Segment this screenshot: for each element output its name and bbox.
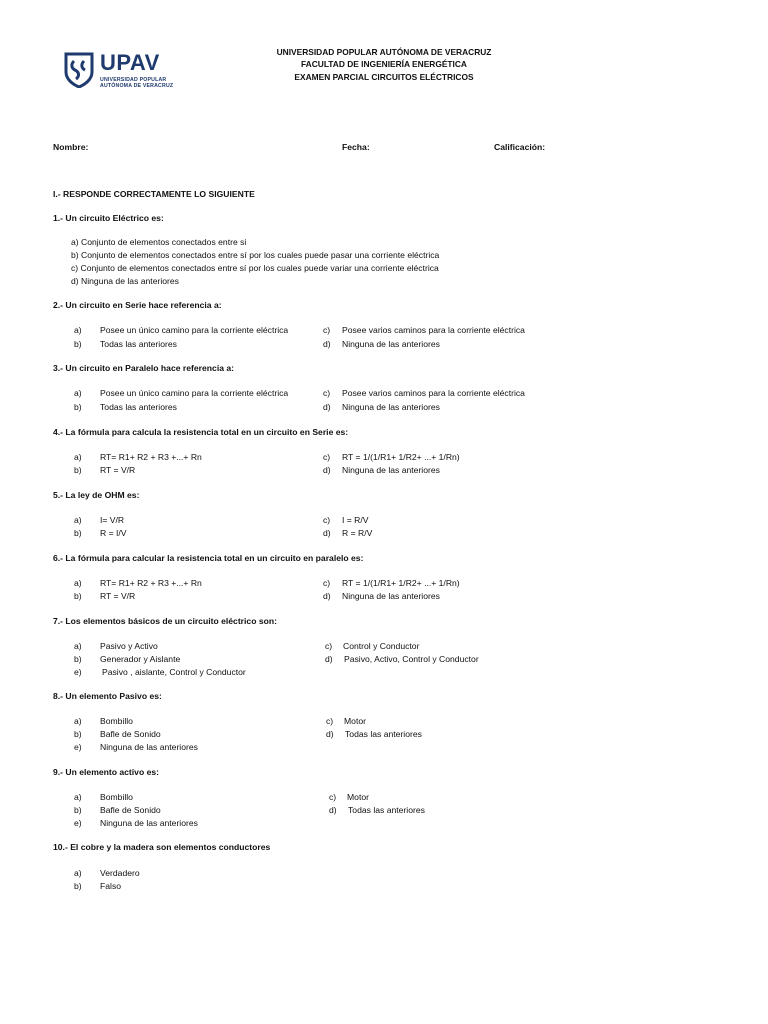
- q5-option-a: [74, 515, 124, 525]
- date-field-label: Fecha:: [342, 142, 370, 152]
- option-letter: d): [325, 654, 333, 664]
- q3-option-c: [323, 388, 525, 398]
- option-text: Todas las anteriores: [348, 805, 425, 815]
- university-logo: [52, 36, 180, 100]
- option-text: I= V/R: [100, 515, 125, 525]
- option-letter: d): [323, 339, 331, 349]
- q2-option-b: [74, 339, 177, 349]
- option-text: Ninguna de las anteriores: [100, 818, 198, 828]
- q9-option-c: [329, 792, 369, 802]
- option-letter: d): [323, 528, 331, 538]
- question-7-title: 7.- Los elementos básicos de un circuito eléctrico son:: [53, 616, 277, 626]
- q5-option-d: [323, 528, 372, 538]
- question-8-title: 8.- Un elemento Pasivo es:: [53, 691, 162, 701]
- q8-option-d: [326, 729, 422, 739]
- q3-option-a: [74, 388, 288, 398]
- option-text: Ninguna de las anteriores: [342, 591, 440, 601]
- q7-option-e: [74, 667, 246, 677]
- option-text: Ninguna de las anteriores: [342, 402, 440, 412]
- option-letter: b): [74, 465, 82, 475]
- option-text: Verdadero: [100, 868, 140, 878]
- option-text: Control y Conductor: [343, 641, 420, 651]
- option-letter: d): [323, 591, 331, 601]
- q5-option-b: [74, 528, 127, 538]
- option-letter: a): [74, 792, 82, 802]
- section-title: I.- RESPONDE CORRECTAMENTE LO SIGUIENTE: [53, 189, 255, 199]
- option-text: Bombillo: [100, 792, 133, 802]
- q10-option-a: [74, 868, 140, 878]
- option-letter: a): [74, 388, 82, 398]
- q10-option-b: [74, 881, 121, 891]
- question-1-title: 1.- Un circuito Eléctrico es:: [53, 213, 164, 223]
- option-letter: c): [323, 515, 331, 525]
- option-text: RT= R1+ R2 + R3 +...+ Rn: [100, 578, 202, 588]
- option-text: Pasivo y Activo: [100, 641, 158, 651]
- option-letter: b): [74, 339, 82, 349]
- option-letter: c): [323, 325, 331, 335]
- option-letter: d): [323, 402, 331, 412]
- header-exam: EXAMEN PARCIAL CIRCUITOS ELÉCTRICOS: [294, 72, 474, 82]
- option-letter: c): [325, 641, 333, 651]
- q7-option-a: [74, 641, 158, 651]
- q8-option-b: [74, 729, 161, 739]
- q1-option-b: b) Conjunto de elementos conectados entre sí por los cuales puede pasar una corriente eléctrica: [71, 250, 440, 260]
- q9-option-e: [74, 818, 198, 828]
- q4-option-c: [323, 452, 460, 462]
- option-text: Generador y Aislante: [100, 654, 181, 664]
- q3-option-b: [74, 402, 177, 412]
- option-text: I = R/V: [342, 515, 369, 525]
- q5-option-c: [323, 515, 369, 525]
- q4-option-d: [323, 465, 440, 475]
- q6-option-b: [74, 591, 135, 601]
- q2-option-c: [323, 325, 525, 335]
- logo-subtitle-1: UNIVERSIDAD POPULAR: [100, 77, 167, 83]
- option-text: Todas las anteriores: [100, 339, 177, 349]
- option-letter: a): [74, 325, 82, 335]
- grade-field-label: Calificación:: [494, 142, 546, 152]
- q8-option-e: [74, 742, 198, 752]
- option-text: Posee un único camino para la corriente eléctrica: [100, 388, 289, 398]
- question-2-title: 2.- Un circuito en Serie hace referencia a:: [53, 300, 222, 310]
- option-text: RT = 1/(1/R1+ 1/R2+ ...+ 1/Rn): [342, 452, 460, 462]
- option-letter: b): [74, 591, 82, 601]
- logo-subtitle-2: AUTÓNOMA DE VERACRUZ: [100, 83, 174, 89]
- option-text: Ninguna de las anteriores: [100, 742, 198, 752]
- header-university: UNIVERSIDAD POPULAR AUTÓNOMA DE VERACRUZ: [276, 47, 492, 57]
- option-text: Ninguna de las anteriores: [342, 339, 440, 349]
- q4-option-a: [74, 452, 202, 462]
- shield-icon: [64, 52, 94, 88]
- q7-option-b: [74, 654, 180, 664]
- q9-option-a: [74, 792, 133, 802]
- option-text: Motor: [347, 792, 369, 802]
- q1-option-d: d) Ninguna de las anteriores: [71, 276, 179, 286]
- option-letter: a): [74, 452, 82, 462]
- option-text: RT= R1+ R2 + R3 +...+ Rn: [100, 452, 202, 462]
- option-letter: e): [74, 818, 82, 828]
- option-text: Posee varios caminos para la corriente eléctrica: [342, 388, 525, 398]
- option-letter: c): [329, 792, 337, 802]
- option-text: Posee varios caminos para la corriente eléctrica: [342, 325, 525, 335]
- option-text: RT = V/R: [100, 591, 136, 601]
- option-text: Todas las anteriores: [345, 729, 422, 739]
- option-text: Ninguna de las anteriores: [342, 465, 440, 475]
- option-letter: a): [74, 578, 82, 588]
- question-6-title: 6.- La fórmula para calcular la resistencia total en un circuito en paralelo es:: [53, 553, 364, 563]
- q7-option-c: [325, 641, 419, 651]
- question-4-title: 4.- La fórmula para calcula la resistencia total en un circuito en Serie es:: [53, 427, 349, 437]
- q1-option-a: a) Conjunto de elementos conectados entre si: [71, 237, 247, 247]
- option-text: RT = V/R: [100, 465, 136, 475]
- option-text: Motor: [344, 716, 366, 726]
- q6-option-c: [323, 578, 460, 588]
- option-text: Bafle de Sonido: [100, 805, 161, 815]
- option-letter: e): [74, 742, 82, 752]
- q2-option-a: [74, 325, 288, 335]
- option-letter: a): [74, 641, 82, 651]
- option-letter: c): [323, 452, 331, 462]
- question-3-title: 3.- Un circuito en Paralelo hace referencia a:: [53, 363, 235, 373]
- q9-option-b: [74, 805, 161, 815]
- option-letter: a): [74, 515, 82, 525]
- option-text: Todas las anteriores: [100, 402, 177, 412]
- q1-option-c: c) Conjunto de elementos conectados entre sí por los cuales puede variar una corriente eléctrica: [71, 263, 439, 273]
- question-9-title: 9.- Un elemento activo es:: [53, 767, 160, 777]
- option-letter: b): [74, 402, 82, 412]
- option-text: Pasivo, Activo, Control y Conductor: [344, 654, 479, 664]
- question-10-title: 10.- El cobre y la madera son elementos conductores: [53, 842, 271, 852]
- name-field-label: Nombre:: [53, 142, 89, 152]
- option-letter: e): [74, 667, 82, 677]
- option-letter: b): [74, 881, 82, 891]
- option-letter: a): [74, 716, 82, 726]
- option-text: R = I/V: [100, 528, 127, 538]
- option-text: R = R/V: [342, 528, 373, 538]
- option-letter: c): [323, 388, 331, 398]
- option-text: Posee un único camino para la corriente eléctrica: [100, 325, 289, 335]
- logo-wordmark: UPAV: [100, 50, 160, 75]
- q3-option-d: [323, 402, 440, 412]
- option-letter: d): [326, 729, 334, 739]
- option-letter: b): [74, 805, 82, 815]
- option-text: Pasivo , aislante, Control y Conductor: [102, 667, 246, 677]
- option-letter: b): [74, 528, 82, 538]
- q4-option-b: [74, 465, 135, 475]
- option-letter: c): [326, 716, 334, 726]
- option-text: RT = 1/(1/R1+ 1/R2+ ...+ 1/Rn): [342, 578, 460, 588]
- q8-option-c: [326, 716, 366, 726]
- q6-option-a: [74, 578, 202, 588]
- option-text: Bafle de Sonido: [100, 729, 161, 739]
- option-letter: b): [74, 729, 82, 739]
- option-letter: b): [74, 654, 82, 664]
- question-5-title: 5.- La ley de OHM es:: [53, 490, 140, 500]
- option-text: Bombillo: [100, 716, 133, 726]
- q8-option-a: [74, 716, 133, 726]
- option-letter: a): [74, 868, 82, 878]
- option-letter: c): [323, 578, 331, 588]
- q2-option-d: [323, 339, 440, 349]
- option-letter: d): [329, 805, 337, 815]
- header-faculty: FACULTAD DE INGENIERÍA ENERGÉTICA: [301, 59, 467, 69]
- q6-option-d: [323, 591, 440, 601]
- q7-option-d: [325, 654, 479, 664]
- option-text: Falso: [100, 881, 122, 891]
- option-letter: d): [323, 465, 331, 475]
- q9-option-d: [329, 805, 425, 815]
